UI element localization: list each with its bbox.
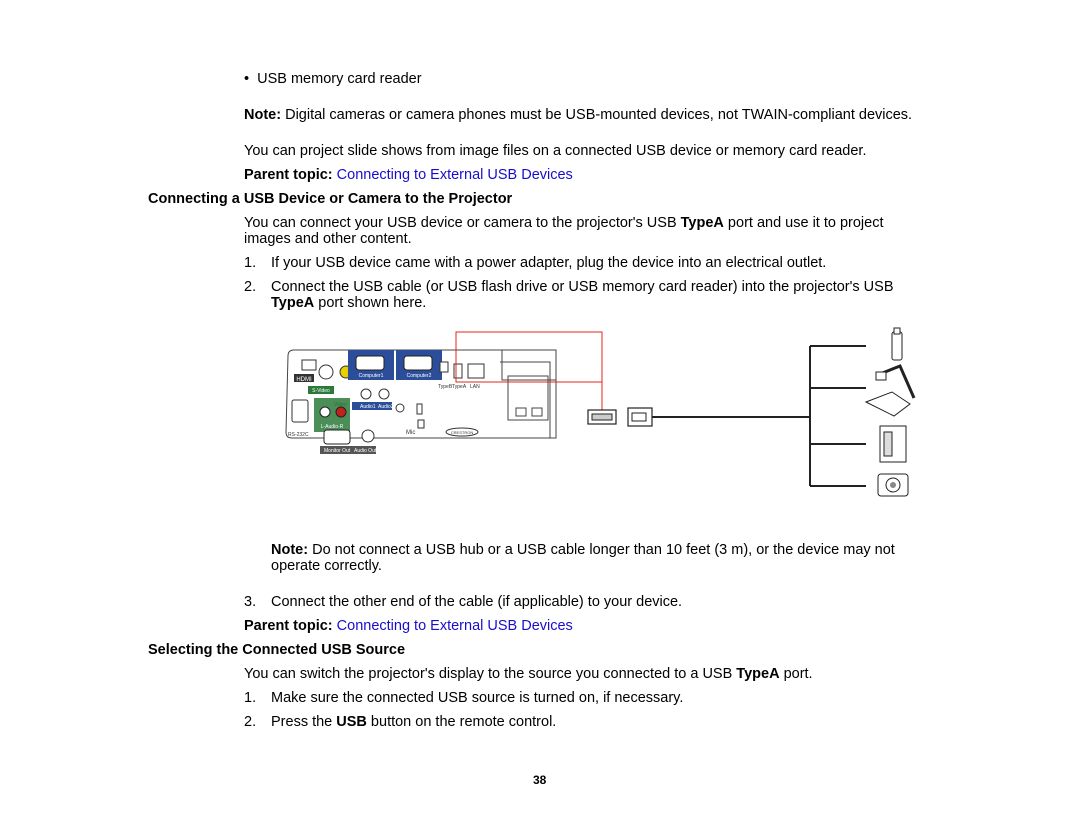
usb-plug-tip <box>632 413 646 421</box>
s2-step-2-num: 2. <box>244 714 257 730</box>
lan-label: LAN <box>470 384 480 390</box>
step-3-text: Connect the other end of the cable (if applicable) to your device. <box>271 594 683 610</box>
memory-card-reader-icon <box>880 426 906 462</box>
crestron-label: CRESTRON <box>450 430 474 435</box>
parent-topic-label: Parent topic: <box>244 167 333 183</box>
step-bold-typea: TypeA <box>271 295 315 311</box>
step-1-text: If your USB device came with a power adapter, plug the device into an electrical outlet. <box>271 255 827 271</box>
note-text: Digital cameras or camera phones must be USB-mounted devices, not TWAIN-compliant devices. <box>281 107 913 123</box>
computer2-label: Computer2 <box>406 373 432 379</box>
audio1-port <box>361 389 371 399</box>
digital-camera-icon <box>878 474 908 496</box>
step-2 <box>244 279 256 296</box>
section2-paragraph <box>244 666 813 683</box>
audio1-label: Audio1 <box>360 404 376 410</box>
para-text: You can connect your USB device or camera to the projector's USB <box>244 215 681 231</box>
usb-receptacle-inner <box>592 414 612 420</box>
parent-topic-label: Parent topic: <box>244 618 333 634</box>
s2-step-2-text <box>271 714 556 731</box>
section1-paragraph-line2: images and other content. <box>244 231 412 247</box>
note-usb-hub-line2: operate correctly. <box>271 558 382 574</box>
hdmi-port <box>302 360 316 370</box>
audio2-port <box>379 389 389 399</box>
note-label: Note: <box>244 107 282 123</box>
bullet-marker: • <box>244 71 250 87</box>
computer1-port <box>356 356 384 370</box>
section-heading-selecting: Selecting the Connected USB Source <box>148 642 406 658</box>
hdmi-label: HDMI <box>296 377 312 383</box>
step-2-text-line2 <box>271 295 426 312</box>
audio2-label: Audio2 <box>378 404 394 410</box>
note-label: Note: <box>271 542 309 558</box>
step-number: 2. <box>244 279 257 295</box>
svideo-label: S-Video <box>312 388 330 394</box>
step-1 <box>244 255 256 272</box>
typea-port <box>454 364 462 378</box>
typeb-port <box>440 362 448 372</box>
step-text-end: button on the remote control. <box>366 714 557 730</box>
note-usb-hub <box>271 542 895 559</box>
parent-topic-2 <box>244 618 573 635</box>
mic-label: Mic <box>406 430 416 436</box>
bullet-text: USB memory card reader <box>257 71 422 87</box>
rs232c-label: RS-232C <box>288 432 309 438</box>
typeb-label: TypeB <box>438 384 453 390</box>
svideo-port <box>319 365 333 379</box>
typea-label: TypeA <box>452 384 467 390</box>
lan-port <box>468 364 484 378</box>
laudior-label: L-Audio-R <box>320 424 344 430</box>
computer2-port <box>404 356 432 370</box>
para-text-end: port and use it to project <box>723 215 884 231</box>
note-text: Do not connect a USB hub or a USB cable longer than 10 feet (3 m), or the device may not <box>308 542 895 558</box>
step-3: 3. <box>244 594 257 610</box>
audio-l-port <box>320 407 330 417</box>
page-number: 38 <box>533 773 547 787</box>
monitor-out-port <box>324 430 350 444</box>
step-bold-usb: USB <box>336 714 367 730</box>
para-bold-typea: TypeA <box>736 666 780 682</box>
step-number: 1. <box>244 255 257 271</box>
usb-flash-drive-icon <box>892 328 902 360</box>
intro-paragraph: You can project slide shows from image files on a connected USB device or memory card reader. <box>244 143 867 159</box>
s2-step-1-num: 1. <box>244 690 257 706</box>
step-2-text-line1: Connect the USB cable (or USB flash drive or USB memory card reader) into the projector's USB <box>271 279 894 295</box>
document-camera-icon <box>866 366 914 416</box>
parent-topic-link[interactable]: Connecting to External USB Devices <box>336 618 573 634</box>
computer1-label: Computer1 <box>358 373 384 379</box>
section1-paragraph-line1 <box>244 215 884 232</box>
misc-port <box>396 404 404 412</box>
para-bold-typea: TypeA <box>680 215 724 231</box>
audio-r-port <box>336 407 346 417</box>
step-text-end: port shown here. <box>314 295 427 311</box>
note-digital-cameras <box>244 107 912 124</box>
audio-out-port <box>362 430 374 442</box>
parent-topic <box>244 167 573 184</box>
monitor-out-label: Monitor Out <box>324 448 351 454</box>
step-text: Press the <box>271 714 337 730</box>
para-text: You can switch the projector's display to the source you connected to a USB <box>244 666 737 682</box>
para-text-end: port. <box>779 666 813 682</box>
usb-connection-diagram <box>280 326 920 506</box>
parent-topic-link[interactable]: Connecting to External USB Devices <box>336 167 573 183</box>
rs232c-port <box>292 400 308 422</box>
audio-out-label: Audio Out <box>354 448 377 454</box>
bullet-item <box>244 71 422 88</box>
section-heading-connecting: Connecting a USB Device or Camera to the Projector <box>148 191 513 207</box>
s2-step-1-text: Make sure the connected USB source is turned on, if necessary. <box>271 690 684 706</box>
